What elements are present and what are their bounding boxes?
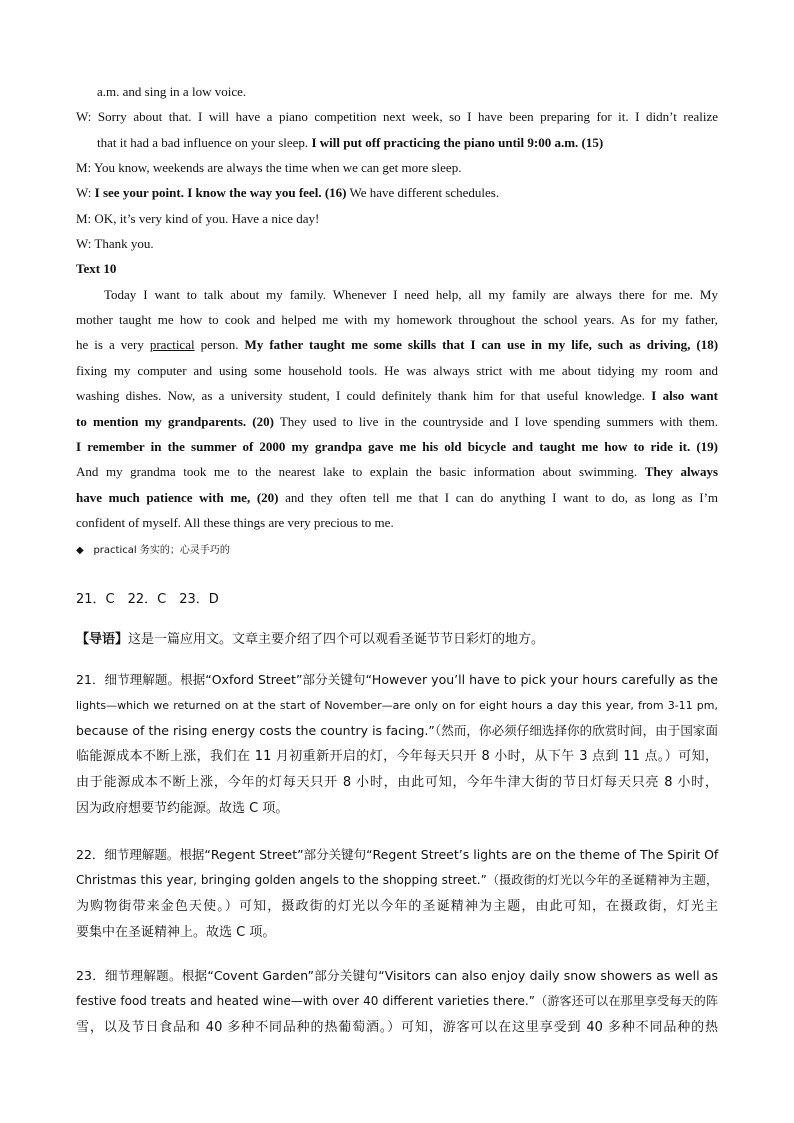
- answer-evidence: have much patience with me, (20): [76, 490, 279, 505]
- passage-line: [76, 438, 718, 455]
- passage-text: washing dishes. Now, as a university student, I could definitely thank him for that useful knowledge.: [76, 388, 645, 403]
- passage-text: And my grandma took me to the nearest lake to explain the basic information about swimming.: [76, 464, 638, 479]
- dialogue-line: [76, 210, 718, 227]
- answer-evidence: My father taught me some skills that I can use in my life, such as driving, (18): [244, 337, 719, 352]
- explanation-text: because of the rising energy costs the country is facing.”（然而，你必须仔细选择你的欣赏时间，由于国家面: [76, 723, 718, 738]
- answer-evidence: to mention my grandparents. (20): [76, 414, 274, 429]
- vocab-note-text: practical 务实的；心灵手巧的: [93, 545, 230, 556]
- passage-line: [104, 286, 718, 303]
- explanation-text: 由于能源成本不断上涨，今年的灯每天只开 8 小时，由此可知，今年牛津大街的节日灯每天只亮 8 小时，: [76, 775, 718, 790]
- explanation-text: 23．细节理解题。根据“Covent Garden”部分关键句“Visitors can also enjoy daily snow showers as well as: [76, 968, 718, 983]
- explanation-line: [76, 924, 718, 941]
- passage-line: [76, 387, 718, 404]
- explanation-line: [76, 697, 718, 714]
- guide-line: [76, 631, 718, 648]
- explanation-line: [76, 967, 718, 984]
- explanation-line: [76, 846, 718, 863]
- dialogue-text: We have different schedules.: [349, 185, 500, 200]
- passage-text: fixing my computer and using some household tools. He was always strict with me about tidying my room and: [76, 363, 718, 378]
- speaker-label: W:: [76, 185, 92, 200]
- explanation-line: [76, 1019, 718, 1036]
- passage-text: Today I want to talk about my family. Whenever I need help, all my family are always there for me. My: [104, 287, 718, 302]
- passage-text: confident of myself. All these things are very precious to me.: [76, 515, 394, 530]
- explanation-text: festive food treats and heated wine—with over 40 different varieties there.”（游客还可以在那里享受每天的阵: [76, 994, 718, 1008]
- dialogue-text: M: OK, it’s very kind of you. Have a nice day!: [76, 211, 320, 226]
- explanation-text: 临能源成本不断上涨，我们在 11 月初重新开启的灯，今年每天只开 8 小时，从下午 3 点到 11 点。）可知，: [76, 749, 718, 764]
- explanation-text: 22．细节理解题。根据“Regent Street”部分关键句“Regent Street’s lights are on the theme of The Spirit Of: [76, 847, 719, 862]
- passage-text: and they often tell me that I can do anything I want to do, as long as I’m: [285, 490, 719, 505]
- passage-line: [76, 489, 718, 506]
- answer-key-text: 21．C 22．C 23．D: [76, 592, 219, 607]
- passage-text: person.: [200, 337, 239, 352]
- answer-evidence: They always: [644, 464, 719, 479]
- guide-tag: 【导语】: [76, 632, 129, 647]
- passage-line: [76, 413, 718, 430]
- dialogue-text: W: Thank you.: [76, 236, 154, 251]
- bullet-icon: ◆: [76, 545, 84, 556]
- explanation-line: [76, 872, 718, 889]
- explanation-text: Christmas this year, bringing golden angels to the shopping street.”（摄政街的灯光以今年的圣诞精神为主题，: [76, 873, 718, 887]
- explanation-text: 雪，以及节日食品和 40 多种不同品种的热葡萄酒。）可知，游客可以在这里享受到 40 多种不同品种的热: [76, 1020, 718, 1035]
- explanation-text: lights—which we returned on at the start of November—are only on for eight hours a day this year, from 3-11 pm,: [76, 699, 718, 712]
- dialogue-text: that it had a bad influence on your sleep.: [97, 135, 309, 150]
- dialogue-line: [76, 108, 718, 125]
- explanation-text: 要集中在圣诞精神上。故选 C 项。: [76, 925, 276, 940]
- passage-line: [76, 311, 718, 328]
- passage-text: They used to live in the countryside and I love spending summers with them.: [279, 414, 719, 429]
- passage-line: [76, 463, 718, 480]
- explanation-line: [76, 800, 718, 817]
- section-heading: [76, 260, 718, 277]
- passage-line: [76, 362, 718, 379]
- explanation-line: [76, 748, 718, 765]
- dialogue-line: [97, 134, 718, 151]
- dialogue-line: [76, 235, 718, 252]
- dialogue-text: a.m. and sing in a low voice.: [97, 84, 247, 99]
- explanation-text: 为购物街带来金色天使。）可知，摄政街的灯光以今年的圣诞精神为主题，由此可知，在摄政街，灯光主: [76, 899, 718, 914]
- vocab-note: [76, 540, 718, 559]
- dialogue-text: M: You know, weekends are always the time when we can get more sleep.: [76, 160, 462, 175]
- explanation-line: [76, 722, 718, 739]
- explanation-line: [76, 993, 718, 1010]
- explanation-line: [76, 898, 718, 915]
- dialogue-text: W: Sorry about that. I will have a piano competition next week, so I have been preparing for it. I didn’t realize: [76, 109, 718, 124]
- answer-evidence: I see your point. I know the way you feel. (16): [94, 185, 347, 200]
- passage-line: [76, 514, 718, 531]
- dialogue-line: [76, 159, 718, 176]
- explanation-text: 21．细节理解题。根据“Oxford Street”部分关键句“However you’ll have to pick your hours carefully as the: [76, 672, 718, 687]
- dialogue-line: [76, 184, 718, 201]
- guide-text: 这是一篇应用文。文章主要介绍了四个可以观看圣诞节节日彩灯的地方。: [128, 632, 545, 647]
- answer-evidence: I remember in the summer of 2000 my grandpa gave me his old bicycle and taught me how to ride it. (19): [76, 439, 718, 454]
- explanation-line: [76, 774, 718, 791]
- explanation-text: 因为政府想要节约能源。故选 C 项。: [76, 801, 289, 816]
- passage-text: mother taught me how to cook and helped me with my homework throughout the school years. As for my father,: [76, 312, 718, 327]
- passage-line: [76, 336, 718, 353]
- passage-text: he is a very: [76, 337, 144, 352]
- answer-key: [76, 590, 718, 608]
- vocab-word: practical: [149, 337, 195, 352]
- heading-text: Text 10: [76, 261, 117, 276]
- explanation-line: [76, 671, 718, 688]
- answer-evidence: I will put off practicing the piano until 9:00 a.m. (15): [311, 135, 604, 150]
- answer-evidence: I also want: [651, 388, 718, 403]
- dialogue-line: [97, 83, 718, 100]
